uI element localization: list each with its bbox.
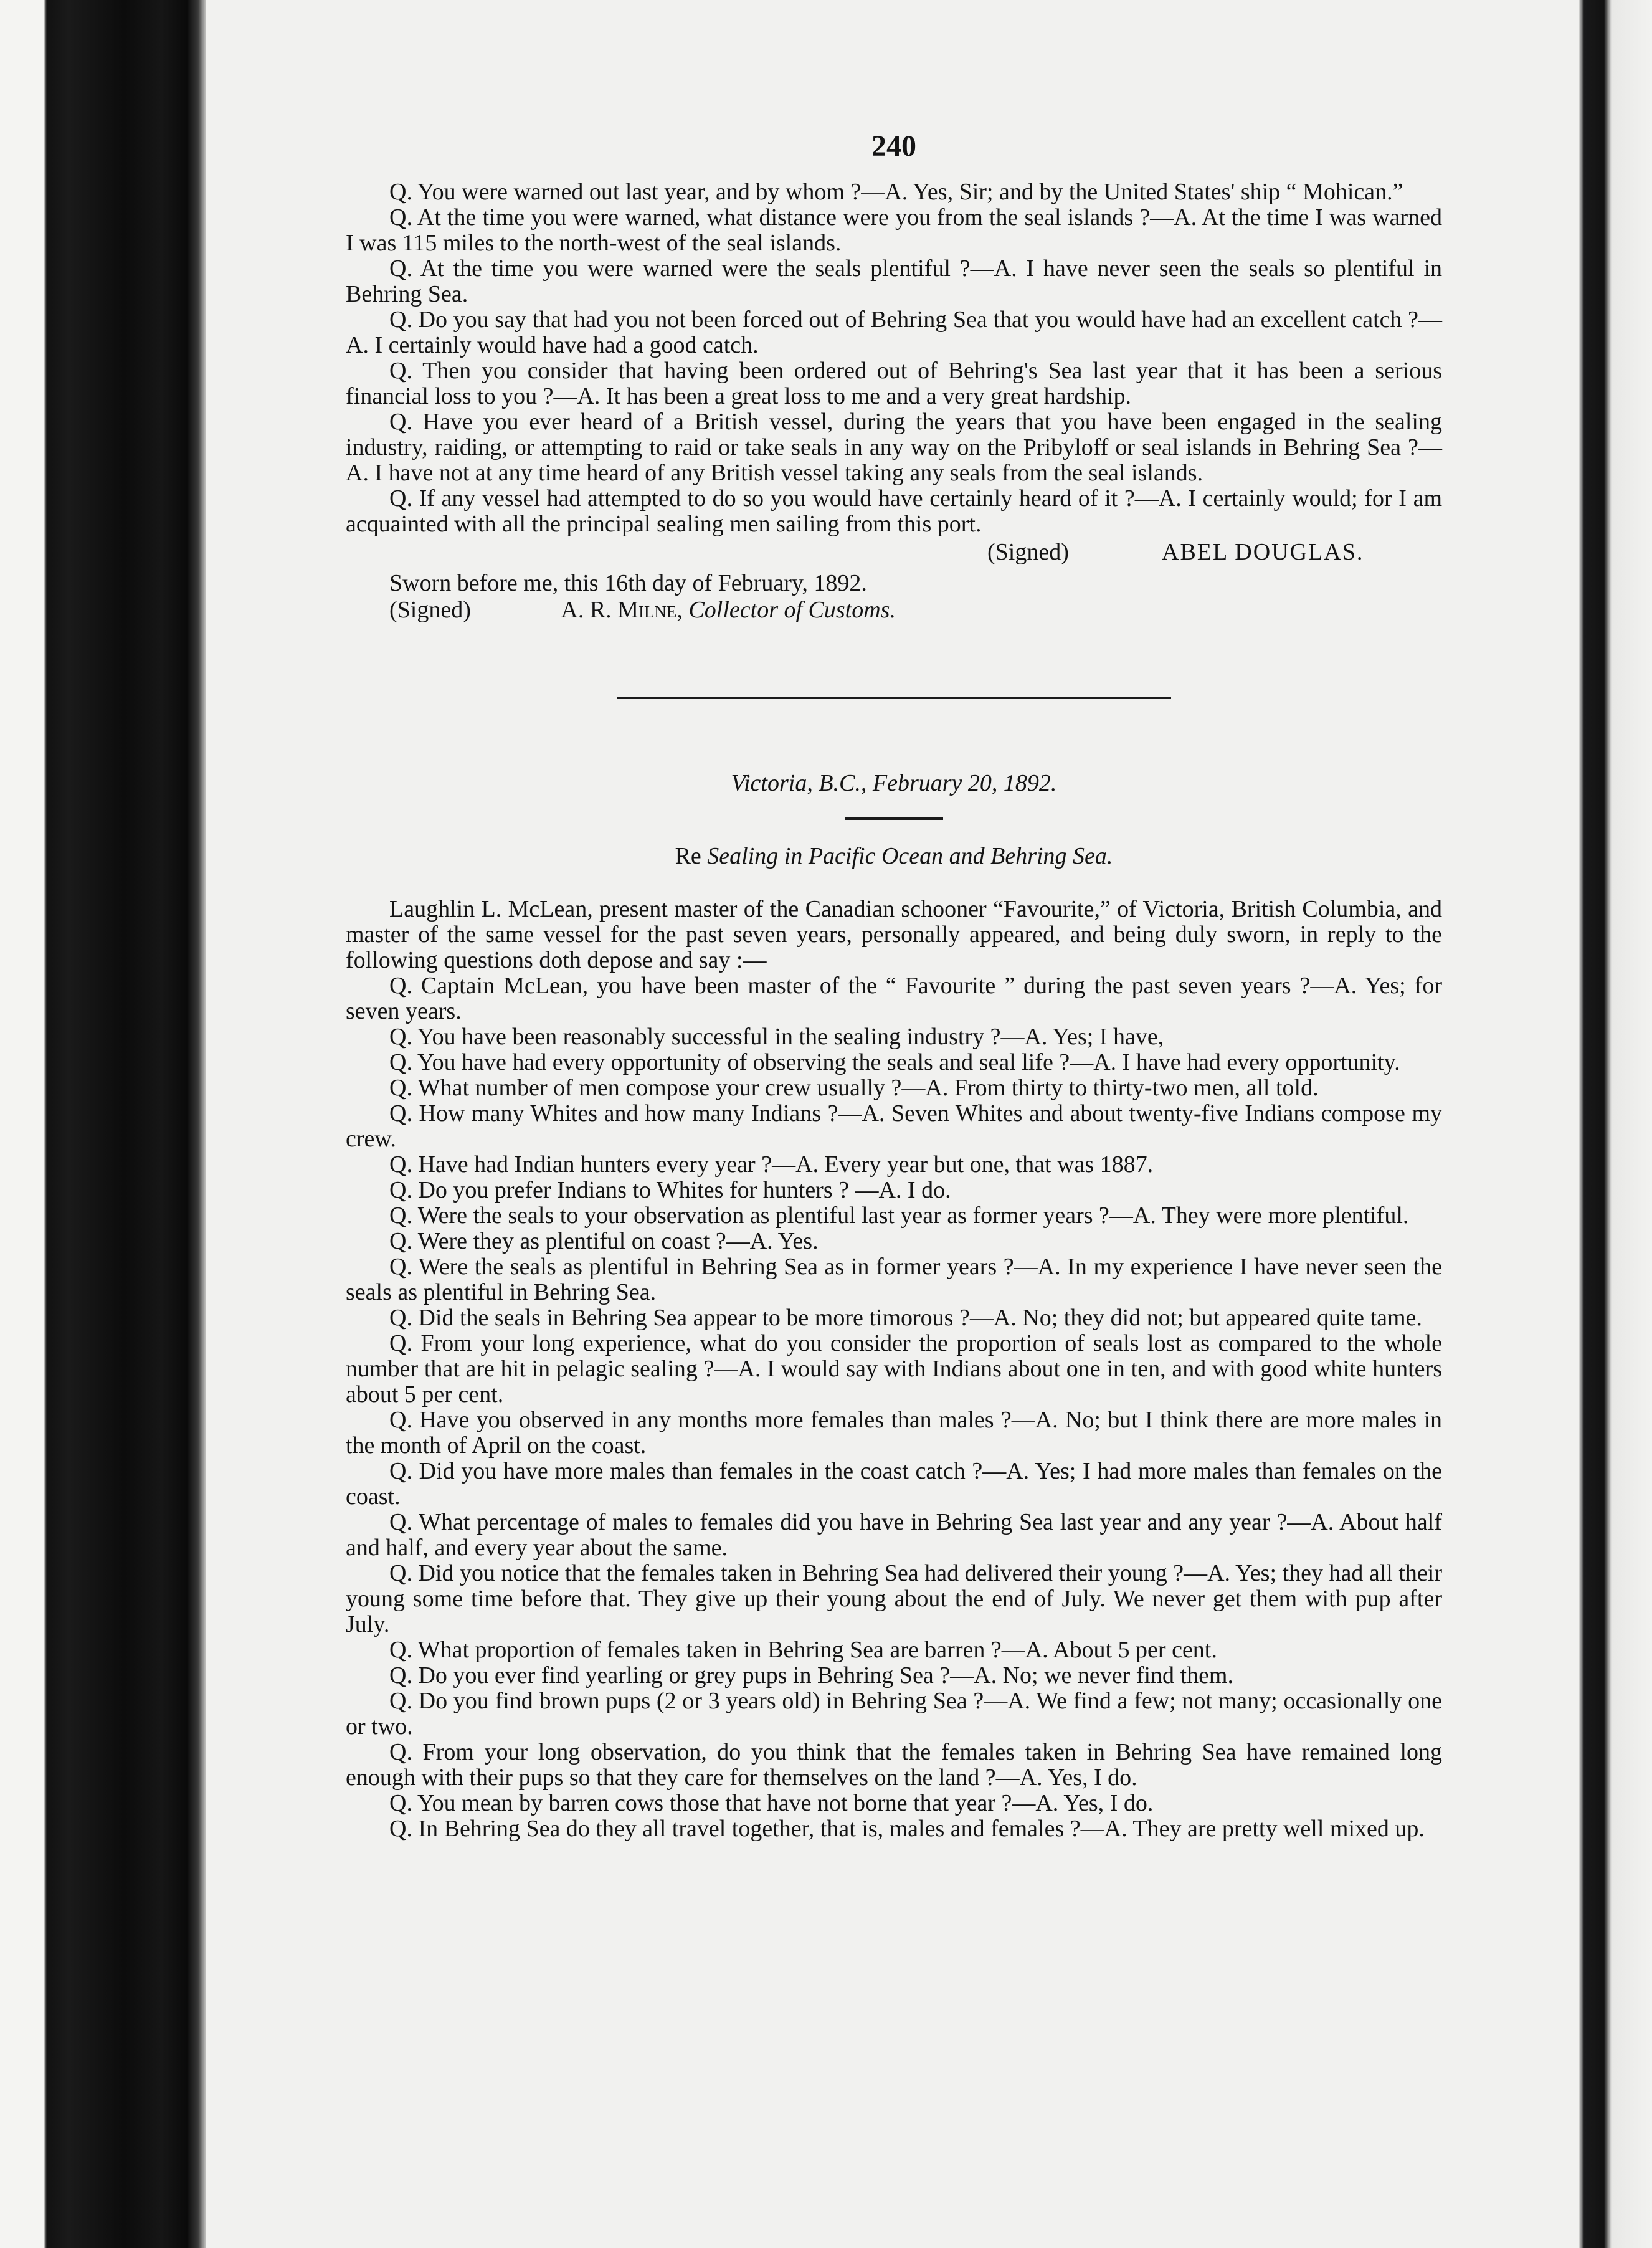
qa-paragraph: Q. Did you have more males than females in the coast catch ?—A. Yes; I had more males than females on the coast.	[346, 1458, 1442, 1510]
collector-title: Collector of Customs.	[688, 597, 896, 623]
book-edge-right	[1579, 0, 1652, 2248]
qa-paragraph: Q. You have had every opportunity of observing the seals and seal life ?—A. I have had every opportunity.	[389, 1049, 1400, 1075]
qa-paragraph: Q. Captain McLean, you have been master of the “ Favourite ” during the past seven years ?—A. Yes; for seven years.	[346, 973, 1442, 1024]
qa-paragraph: Q. Were the seals as plentiful in Behring Sea as in former years ?—A. In my experience I have never seen the seals as plentiful in Behring Sea.	[346, 1254, 1442, 1305]
qa-paragraph: Q. In Behring Sea do they all travel together, that is, males and females ?—A. They are pretty well mixed up.	[389, 1816, 1425, 1842]
qa-paragraph: Q. Then you consider that having been ordered out of Behring's Sea last year that it has been a serious financial loss to you ?—A. It has been a great loss to me and a very great hardship.	[346, 358, 1442, 409]
signed-label: (Signed)	[987, 539, 1069, 565]
qa-paragraph: Q. Were they as plentiful on coast ?—A. Yes.	[389, 1228, 819, 1254]
dateline: Victoria, B.C., February 20, 1892.	[731, 770, 1057, 796]
subject-line	[346, 844, 1442, 869]
qa-paragraph: Q. You have been reasonably successful in the sealing industry ?—A. Yes; I have,	[389, 1024, 1164, 1050]
deponent-signature: ABEL DOUGLAS.	[1162, 539, 1364, 565]
qa-paragraph: Q. At the time you were warned were the seals plentiful ?—A. I have never seen the seals so plentiful in Behring Sea.	[346, 255, 1442, 307]
qa-paragraph: Q. Have you observed in any months more females than males ?—A. No; but I think there are more males in the month of April on the coast.	[346, 1407, 1442, 1459]
collector-name: A. R. Milne,	[561, 597, 683, 623]
qa-paragraph: Q. Do you find brown pups (2 or 3 years old) in Behring Sea ?—A. We find a few; not many; occasionally one or two.	[346, 1688, 1442, 1740]
qa-paragraph: Q. At the time you were warned, what distance were you from the seal islands ?—A. At the time I was warned I was 115 miles to the north-west of the seal islands.	[346, 204, 1442, 256]
qa-paragraph: Q. If any vessel had attempted to do so you would have certainly heard of it ?—A. I certainly would; for I am acquainted with all the principal sealing men sailing from this port.	[346, 485, 1442, 537]
qa-paragraph: Q. What percentage of males to females did you have in Behring Sea last year and any year ?—A. About half and half, and every year about the same.	[346, 1509, 1442, 1561]
qa-paragraph: Q. Did the seals in Behring Sea appear to be more timorous ?—A. No; they did not; but appeared quite tame.	[389, 1305, 1422, 1331]
section-divider	[617, 697, 1171, 699]
short-rule	[845, 817, 943, 820]
qa-paragraph: Q. Do you ever find yearling or grey pups in Behring Sea ?—A. No; we never find them.	[389, 1662, 1233, 1688]
page-number: 240	[871, 130, 916, 163]
sworn-statement: Sworn before me, this 16th day of February, 1892.	[389, 570, 867, 596]
second-deposition	[346, 771, 1442, 1842]
intro-paragraph: Laughlin L. McLean, present master of the Canadian schooner “Favourite,” of Victoria, British Columbia, and master of the same vessel for the past seven years, personally appeared, and being duly sworn, in reply to the following questions doth depose and say :—	[346, 896, 1442, 973]
qa-paragraph: Q. You were warned out last year, and by whom ?—A. Yes, Sir; and by the United States' ship “ Mohican.”	[389, 179, 1403, 205]
qa-paragraph: Q. From your long experience, what do you consider the proportion of seals lost as compared to the whole number that are hit in pelagic sealing ?—A. I would say with Indians about one in ten, and with good white hunters about 5 per cent.	[346, 1330, 1442, 1407]
re-prefix: Re	[675, 843, 701, 869]
page-content	[346, 131, 1442, 1842]
qa-paragraph: Q. Were the seals to your observation as plentiful last year as former years ?—A. They were more plentiful.	[389, 1203, 1409, 1229]
book-spine-left	[0, 0, 206, 2248]
qa-paragraph: Q. From your long observation, do you think that the females taken in Behring Sea have remained long enough with their pups so that they care for themselves on the land ?—A. Yes, I do.	[346, 1739, 1442, 1791]
collector-signed-label: (Signed)	[389, 597, 471, 623]
qa-paragraph: Q. Have you ever heard of a British vessel, during the years that you have been engaged in the sealing industry, raiding, or attempting to raid or take seals in any way on the Pribyloff or seal islands in Behring Sea ?—A. I have not at any time heard of any British vessel taking any seals from the seal islands.	[346, 409, 1442, 486]
re-subject: Sealing in Pacific Ocean and Behring Sea.	[707, 843, 1113, 869]
qa-paragraph: Q. What proportion of females taken in Behring Sea are barren ?—A. About 5 per cent.	[389, 1637, 1217, 1663]
qa-paragraph: Q. What number of men compose your crew usually ?—A. From thirty to thirty-two men, all told.	[389, 1075, 1319, 1101]
qa-paragraph: Q. You mean by barren cows those that have not borne that year ?—A. Yes, I do.	[389, 1790, 1154, 1816]
document-page	[206, 0, 1579, 2248]
qa-paragraph: Q. Do you say that had you not been forced out of Behring Sea that you would have had an excellent catch ?—A. I certainly would have had a good catch.	[346, 307, 1442, 358]
qa-paragraph: Q. Have had Indian hunters every year ?—A. Every year but one, that was 1887.	[389, 1151, 1154, 1178]
signature-line	[346, 540, 1442, 567]
collector-signature	[389, 598, 1442, 623]
qa-paragraph: Q. Do you prefer Indians to Whites for hunters ? —A. I do.	[389, 1177, 951, 1203]
qa-paragraph: Q. Did you notice that the females taken in Behring Sea had delivered their young ?—A. Yes; they had all their young some time before that. They give up their young about the end of July. We never get them with pup after July.	[346, 1560, 1442, 1637]
first-deposition	[346, 179, 1442, 623]
qa-paragraph: Q. How many Whites and how many Indians ?—A. Seven Whites and about twenty-five Indians compose my crew.	[346, 1100, 1442, 1152]
